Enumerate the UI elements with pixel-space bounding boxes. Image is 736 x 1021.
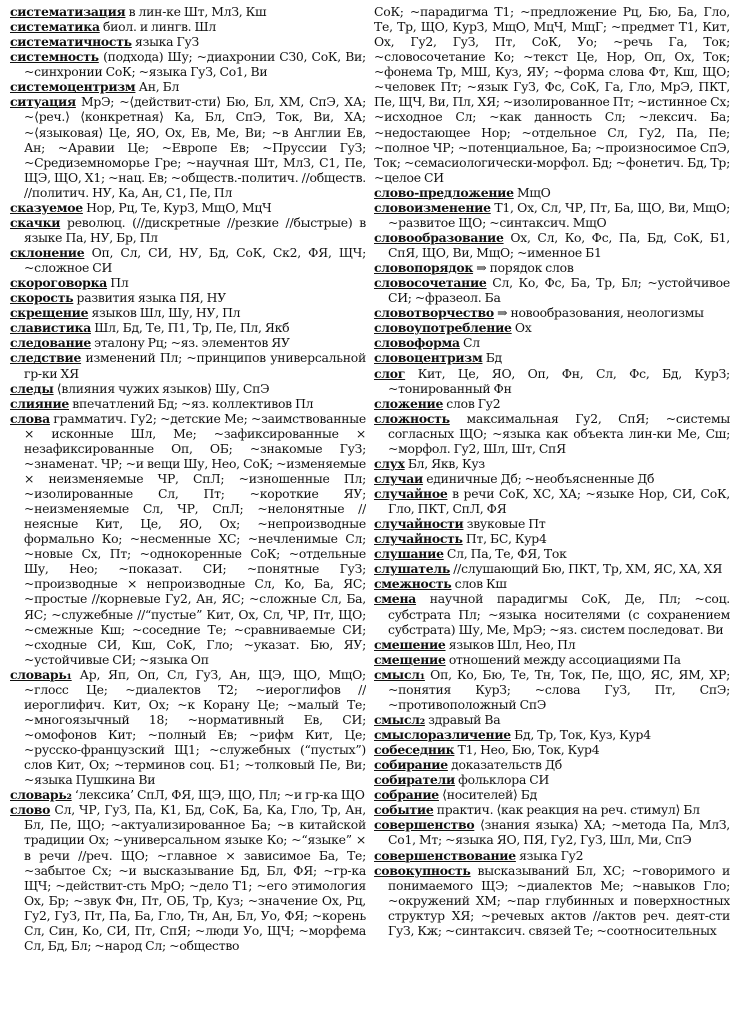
index-entry-text: ⟨носителей⟩ Бд: [442, 787, 538, 803]
index-entry: [374, 185, 730, 200]
index-entry: [374, 712, 730, 727]
index-entry: [10, 200, 366, 215]
index-entry: [374, 863, 730, 938]
index-headword: склонение: [10, 245, 85, 260]
index-entry-text: Ар, Яп, Оп, Сл, ГуЗ, Ан, ЩЭ, ЩО, МщО; ~глосс Це; ~диалектов Т2; ~иероглифов //иероглифич. Кит, Ох; ~к Корану Це; ~малый Те; ~многоязычный 18; ~нормативный Ев, СИ; ~омофонов Кит; ~полный Ев; ~рифм Кит, Це; ~русско-французский Щ1; ~служебных (“пустых”) слов Кит, Ох; ~терминов соц. Б1; ~толковый Пе, Ви; ~языка Пушкина Ви: [24, 666, 366, 788]
index-entry-text: революц. (//дискретные //резкие //быстрые) в языке Па, НУ, Бр, Пл: [24, 214, 366, 245]
index-entry: [374, 727, 730, 742]
index-entry: [374, 817, 730, 847]
index-entry-text: Сл, Ко, Фс, Ба, Тр, Бл; ~устойчивое СИ; ~фразеол. Ба: [388, 275, 730, 306]
index-headword: систематизация: [10, 4, 126, 19]
index-headword: словарь₁: [10, 666, 72, 682]
index-entry-text: Пт, БС, Кур4: [465, 531, 547, 547]
index-entry: [374, 230, 730, 260]
index-headword: совершенство: [374, 817, 475, 833]
index-entry: [10, 34, 366, 49]
index-headword: следование: [10, 335, 91, 351]
index-entry: [10, 320, 366, 335]
index-headword: следствие: [10, 350, 82, 366]
index-entry: [374, 366, 730, 396]
index-entry: [10, 275, 366, 290]
index-entry: [10, 290, 366, 305]
index-headword: сказуемое: [10, 199, 83, 215]
index-entry: [374, 667, 730, 712]
index-entry: [374, 652, 730, 667]
index-headword: слушатель: [374, 561, 451, 577]
right-column: [374, 4, 730, 1018]
index-entry-text: слов Кш: [454, 576, 507, 592]
index-entry-text: Шл, Бд, Те, П1, Тр, Пе, Пл, Якб: [94, 320, 290, 336]
index-entry-text: ‘лексика’ СпЛ, ФЯ, ЩЭ, ЩО, Пл; ~и гр-ка ЩО: [74, 787, 365, 803]
index-headword: словоизменение: [374, 199, 491, 215]
index-headword: смещение: [374, 651, 446, 667]
index-entry: [10, 215, 366, 245]
index-entry-text: Ан, Бл: [138, 79, 180, 95]
index-entry-text: фольклора СИ: [458, 772, 550, 788]
index-headword: смена: [374, 591, 417, 607]
index-headword: скороговорка: [10, 275, 108, 291]
index-headword: словообразование: [374, 229, 504, 245]
index-entry-text: Ох: [514, 320, 532, 336]
index-headword: смыслоразличение: [374, 727, 511, 742]
index-entry-text: языков Шл, Шу, НУ, Пл: [91, 305, 241, 321]
index-entry: [374, 591, 730, 636]
index-entry: [374, 260, 730, 275]
index-entry: [10, 49, 366, 79]
index-headword: славистика: [10, 320, 91, 336]
index-entry: [374, 546, 730, 561]
index-entry-text: грамматич. Гу2; ~детские Ме; ~заимствованные × исконные Шл, Ме; ~зафиксированные × незафиксированные Оп, ОБ; ~знакомые ГуЗ; ~знаменат. ЧР; ~и вещи Шу, Нео, СоК; ~изменяемые × неизменяемые ЧР, СпЛ; ~изношенные Пл; ~изолированные Сл, Пт; ~короткие ЯУ; ~неизменяемые Сл, ЧР, СпЛ; ~нелонятные //неясные Кит, Це, ЯО, Ох; ~непроизводные формально Ко; ~несменные ХС; ~нечленимые Сл; ~новые Сх, Пт; ~однокоренные СоК; ~отдельные Шу, Нео; ~показат. СИ; ~понятные ГуЗ; ~производные × непроизводные Сл, Ко, Ба, ЯС; ~простые //корневые Гу2, Ан, ЯС; ~сложные Сл, Ба, ЯС; ~служебные //“пустые” Кит, Ох, Сл, ЧР, Пт, ЩО; ~смежные Кш; ~соседние Те; ~сравниваемые СИ; ~сходные СИ, Кш, СоК, Гло; ~указат. Бю, ЯУ; ~устойчивые СИ; ~языка Оп: [24, 410, 366, 667]
index-entry: [374, 576, 730, 591]
index-entry: [10, 245, 366, 275]
index-headword: ситуация: [10, 94, 76, 110]
index-entry-text: Т1, Ох, Сл, ЧР, Пт, Ба, ЩО, Ви, МщО; ~развитое ЩО; ~синтаксич. МщО: [388, 199, 730, 230]
index-entry-text: единичные Дб; ~необъясненные Дб: [426, 470, 655, 486]
index-entry-text: в речи СоК, ХС, ХА; ~языке Нор, СИ, СоК, Гло, ПКТ, СпЛ, ФЯ: [388, 486, 730, 517]
index-headword: словоформа: [374, 335, 460, 351]
index-entry: [374, 200, 730, 230]
index-headword: смежность: [374, 576, 452, 592]
index-entry-text: языка ГуЗ: [135, 34, 199, 50]
index-entry: [374, 471, 730, 486]
index-headword: скачки: [10, 214, 61, 230]
index-entry-text: звуковые Пт: [466, 516, 546, 532]
index-entry-text: языка Гу2: [519, 847, 584, 863]
index-entry: [374, 335, 730, 350]
index-entry-text: языков Шл, Нео, Пл: [448, 636, 576, 652]
index-headword: слог: [374, 365, 406, 381]
index-columns: [10, 4, 730, 1018]
index-headword: смысл₁: [374, 666, 425, 682]
index-entry-text: Оп, Сл, СИ, НУ, Бд, СоК, Ск2, ФЯ, ЩЧ; ~сложное СИ: [24, 245, 366, 276]
index-entry-text: Бд, Тр, Ток, Куз, Кур4: [514, 727, 651, 742]
index-headword: систематичность: [10, 34, 132, 50]
index-entry-text: слов Гу2: [446, 395, 501, 411]
index-headword: собеседник: [374, 742, 455, 758]
index-headword: скорость: [10, 290, 74, 306]
index-entry-text: ⇒ новообразования, неологизмы: [497, 305, 704, 321]
index-entry: [374, 456, 730, 471]
index-headword: слияние: [10, 395, 70, 411]
index-headword: следы: [10, 380, 54, 396]
index-entry: [10, 667, 366, 788]
index-entry-text: здравый Ва: [428, 711, 501, 727]
index-entry: [374, 637, 730, 652]
index-entry-text: высказываний Бл, ХС; ~говоримого и понимаемого ЩЭ; ~диалектов Ме; ~навыков Гло; ~окружений ХМ; ~пар глубинных и поверхностных структур ХЯ; ~речевых актов //актов реч. деят-сти ГуЗ, Кж; ~синтаксич. связей Те; ~соотносительных: [388, 862, 730, 938]
index-entry: [10, 787, 366, 802]
index-entry: [10, 19, 366, 34]
index-entry-text: изменений Пл; ~принципов универсальной гр-ки ХЯ: [24, 350, 366, 381]
index-headword: смешение: [374, 636, 446, 652]
index-entry: [374, 4, 730, 185]
index-entry-text: (подхода) Шу; ~диахронии СЗ0, СоК, Ви; ~синхронии СоК; ~языка ГуЗ, Со1, Ви: [24, 49, 366, 80]
index-entry: [374, 772, 730, 787]
index-entry-text: доказательств Дб: [451, 757, 562, 773]
index-headword: словопорядок: [374, 260, 474, 276]
index-entry: [374, 305, 730, 320]
index-entry-text: Сл, Па, Те, ФЯ, Ток: [446, 546, 567, 562]
index-entry-text: Нор, Рц, Те, КурЗ, МщО, МцЧ: [86, 199, 272, 215]
index-entry-text: ⟨влияния чужих языков⟩ Шу, СпЭ: [56, 380, 270, 396]
index-entry-text: Ох, Сл, Ко, Фс, Па, Бд, СоК, Б1, СпЯ, ЩО, Ви, МщО; ~именное Б1: [388, 229, 730, 260]
index-headword: случаи: [374, 470, 424, 486]
index-entry: [374, 531, 730, 546]
index-entry: [374, 848, 730, 863]
index-entry: [374, 396, 730, 411]
left-column: [10, 4, 366, 1018]
index-entry-text: эталону Рц; ~яз. элементов ЯУ: [94, 335, 290, 351]
index-headword: словарь₂: [10, 787, 72, 803]
index-entry: [374, 757, 730, 772]
index-headword: систематика: [10, 19, 100, 35]
index-entry: [374, 275, 730, 305]
index-entry-text: научной парадигмы СоК, Де, Пл; ~соц. субстрата Пл; ~языка носителями (с сохранением субстрата) Шу, Ме, МрЭ; ~яз. систем последоват. Ви: [388, 591, 730, 637]
index-entry: [10, 79, 366, 94]
index-entry-text: ⟨знания языка⟩ ХА; ~метода Па, МлЗ, Со1, Мт; ~языка ЯО, ПЯ, Гу2, ГуЗ, Шл, Ми, СпЭ: [388, 817, 730, 848]
index-entry: [10, 94, 366, 199]
index-headword: совокупность: [374, 862, 471, 878]
index-entry-text: Бл, Якв, Куз: [407, 455, 485, 471]
index-entry: [10, 381, 366, 396]
index-headword: совершенствование: [374, 847, 516, 863]
index-headword: случайности: [374, 516, 464, 532]
index-entry-text: развития языка ПЯ, НУ: [76, 290, 226, 306]
index-headword: словотворчество: [374, 305, 494, 321]
index-entry: [10, 396, 366, 411]
index-entry: [10, 4, 366, 19]
index-entry: [10, 802, 366, 953]
index-entry-text: практич. ⟨как реакция на реч. стимул⟩ Бл: [436, 802, 700, 818]
index-entry-text: МрЭ; ~⟨действит-сти⟩ Бю, Бл, ХМ, СпЭ, ХА; ~⟨реч.⟩ ⟨конкретная⟩ Ка, Бл, СпЭ, Ток, Ви, ХА; ~⟨языковая⟩ Це, ЯО, Ох, Ев, Ме, Ви; ~в Англии Ев, Ан; ~Аравии Це; ~Европе Ев; ~Пруссии ГуЗ; ~Средиземноморье Гре; ~научная Шт, МлЗ, С1, Пе, ЩЭ, ЩО, Х1; ~нац. Ев; ~обществ.-политич. //обществ. //политич. НУ, Ка, Ан, С1, Пе, Пл: [24, 94, 366, 200]
index-entry: [10, 411, 366, 667]
index-entry-text: в лин-ке Шт, МлЗ, Кш: [128, 4, 267, 19]
index-entry: [10, 350, 366, 380]
index-entry: [374, 350, 730, 365]
index-entry-text: максимальная Гу2, СпЯ; ~системы согласных ЩО; ~языка как объекта лин-ки Ме, Сш; ~морфол. Гу2, Шл, Шт, СпЯ: [388, 410, 730, 456]
index-entry: [374, 516, 730, 531]
index-entry: [10, 305, 366, 320]
index-entry-text: впечатлений Бд; ~яз. коллективов Пл: [72, 395, 314, 411]
index-entry-text: Сл: [463, 335, 480, 351]
index-entry: [374, 411, 730, 456]
index-headword: слух: [374, 455, 405, 471]
index-headword: системность: [10, 49, 99, 65]
index-headword: собрание: [374, 787, 439, 803]
index-entry: [374, 787, 730, 802]
index-entry-text: Кит, Це, ЯО, Оп, Фн, Сл, Фс, Бд, КурЗ; ~тонированный Фн: [388, 365, 730, 396]
index-headword: слова: [10, 410, 50, 426]
index-entry: [374, 561, 730, 576]
index-entry: [374, 802, 730, 817]
index-headword: событие: [374, 802, 434, 818]
index-entry-text: биол. и лингв. Шл: [102, 19, 217, 35]
index-headword: случайное: [374, 486, 448, 501]
index-headword: сложность: [374, 410, 450, 426]
index-entry-text: ⇒ порядок слов: [476, 260, 574, 276]
index-headword: смысл₂: [374, 711, 425, 727]
index-headword: собирание: [374, 757, 448, 773]
index-entry-text: Сл, ЧР, ГуЗ, Па, К1, Бд, СоК, Ба, Ка, Гло, Тр, Ан, Бл, Пе, ЩО; ~актуализированное Ба; ~в китайской традиции Ох; ~универсальном языке Ко; ~“языке” × в речи //реч. ЩО; ~главное × зависимое Ба, Те; ~забытое Сх; ~и высказывание Бд, Бл, ФЯ; ~гр-ка ЩЧ; ~действит-сть МрО; ~дело Т1; ~его этимология Ох, Бр; ~звук Фн, Пт, ОБ, Тр, Куз; ~значение Ох, Рц, Гу2, ГуЗ, Пт, Па, Ба, Гло, Тн, Ан, Бл, Уо, ФЯ; ~корень Сл, Син, Ко, СИ, Пт, СпЯ; ~люди Уо, ЩЧ; ~морфема Сл, Бд, Бл; ~народ Сл; ~общество: [24, 802, 366, 953]
index-headword: скрещение: [10, 305, 89, 321]
index-headword: словоцентризм: [374, 350, 483, 366]
index-headword: словоупотребление: [374, 320, 512, 336]
index-entry-text: //слушающий Бю, ПКТ, Тр, ХМ, ЯС, ХА, ХЯ: [453, 561, 723, 577]
index-headword: случайность: [374, 531, 463, 547]
index-headword: собиратели: [374, 772, 455, 788]
index-entry-text: отношений между ассоциациями Па: [448, 651, 681, 667]
index-entry: [374, 486, 730, 516]
index-entry: [374, 320, 730, 335]
index-entry-text: Т1, Нео, Бю, Ток, Кур4: [457, 742, 600, 758]
index-entry-text: СоК; ~парадигма Т1; ~предложение Рц, Бю, Ба, Гло, Те, Тр, ЩО, КурЗ, МщО, МцЧ, МщГ; ~предмет Т1, Кит, Ох, Гу2, ГуЗ, Пт, СоК, Уо; ~речь Га, Ток; ~словосочетание Ко; ~текст Це, Нор, Оп, Ох, Ток; ~фонема Тр, МШ, Куз, ЯУ; ~форма слова Фт, Кш, ЩО; ~человек Пт; ~язык ГуЗ, Фс, СоК, Га, Гло, МрЭ, ПКТ, Пе, ЩЧ, Ви, Пл, ХЯ; ~изолированное Пт; ~истинное Сх; ~исходное Сл; ~как данность Сл; ~лексич. Ба; ~недостающее Нор; ~отдельное Сл, Гу2, Па, Пе; ~полное ЧР; ~потенциальное, Ба; ~произносимое СпЭ, Ток; ~семасиологически-морфол. Бд; ~фонетич. Бд, Тр; ~целое СИ: [374, 4, 730, 185]
index-entry-text: Оп, Ко, Бю, Те, Тн, Ток, Пе, ЩО, ЯС, ЯМ, ХР; ~понятия КурЗ; ~слова ГуЗ, Пт, СпЭ; ~противоположный СпЭ: [388, 666, 730, 712]
index-headword: слово: [10, 802, 51, 818]
index-entry: [10, 335, 366, 350]
index-headword: слушание: [374, 546, 444, 562]
index-entry-text: Бд: [485, 350, 502, 366]
index-headword: сложение: [374, 395, 444, 411]
index-headword: системоцентризм: [10, 79, 136, 95]
index-entry: [374, 742, 730, 757]
index-headword: слово-предложение: [374, 184, 514, 200]
index-entry-text: МщО: [516, 184, 551, 200]
index-headword: словосочетание: [374, 275, 487, 291]
index-entry-text: Пл: [110, 275, 129, 291]
